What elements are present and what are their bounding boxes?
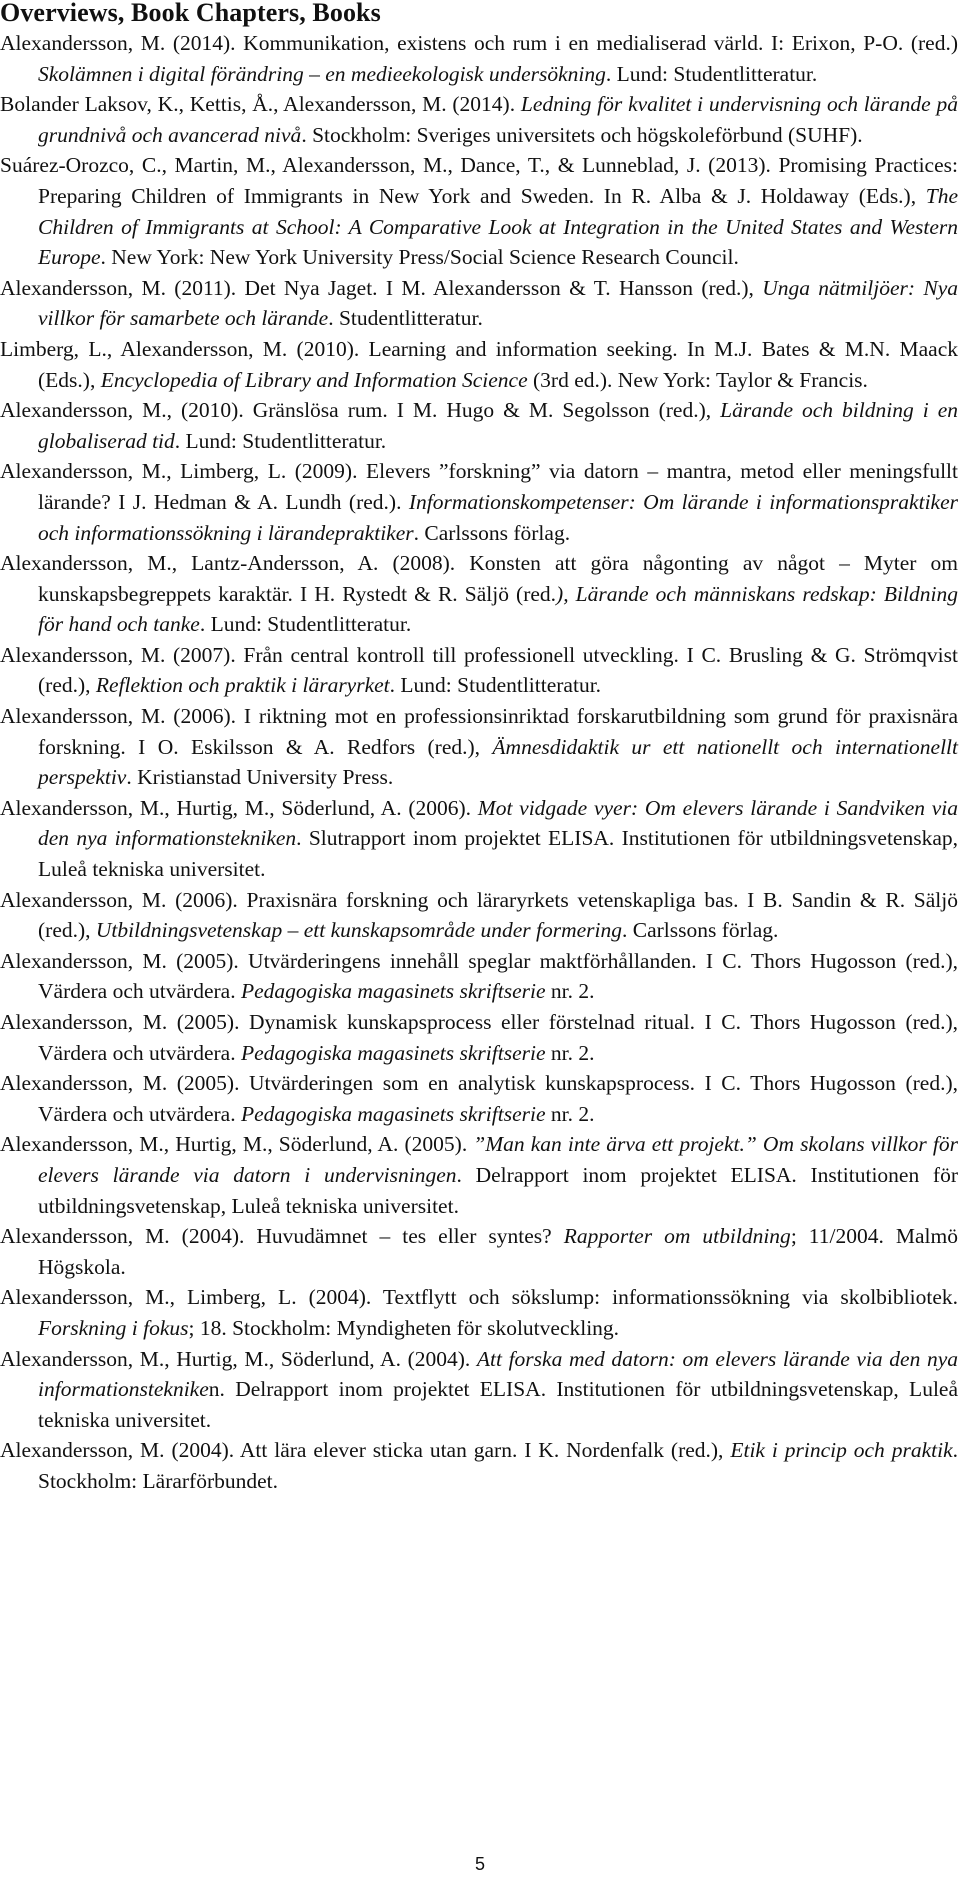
reference-text: nr. 2. [545,1101,595,1126]
reference-text: n. Delrapport inom projektet ELISA. Institutionen för utbildningsvetenskap, Luleå tekniska universitet. [38,1377,958,1432]
reference-text: . New York: New York University Press/Social Science Research Council. [100,245,739,270]
reference-text: . Lund: Studentlitteratur. [174,428,387,453]
reference-text: . Stockholm: Sveriges universitets och högskoleförbund (SUHF). [301,122,863,147]
reference-entry [0,456,958,548]
reference-text: ; 18. Stockholm: Myndigheten för skolutveckling. [188,1315,620,1340]
reference-entry [0,793,958,885]
reference-title: Forskning i fokus [38,1315,189,1340]
reference-text: Alexandersson, M., Hurtig, M., Söderlund, A. (2006). [0,795,478,820]
page-number: 5 [474,1854,485,1874]
reference-text: . Delrapport inom projektet ELISA. Institutionen för utbildningsvetenskap, Luleå tekniska universitet. [38,1162,959,1218]
reference-title: Ledning för kvalitet i undervisning och lärande på grundnivå och avancerad nivå [38,92,958,147]
reference-title: Reflektion och praktik i läraryrket [95,673,390,698]
reference-text: Alexandersson, M., Hurtig, M., Söderlund, A. (2004). [0,1346,477,1371]
reference-entry [0,548,958,640]
reference-title: Skolämnen i digital förändring – en medieekologisk undersökning [38,61,606,86]
reference-text: Alexandersson, M., Limberg, L. (2004). Textflytt och sökslump: informationssökning via skolbibliotek. [0,1285,958,1310]
reference-entry [0,89,958,150]
reference-title: The Children of Immigrants at School: A Comparative Look at Integration in the United States and Western Europe [38,183,958,270]
reference-text: . Carlssons förlag. [621,918,779,943]
reference-title: Etik i princip och praktik [730,1438,953,1463]
reference-title: Pedagogiska magasinets skriftserie [240,1101,546,1126]
reference-entry [0,1007,958,1068]
reference-entry [0,640,958,701]
reference-text: Suárez-Orozco, C., Martin, M., Alexandersson, M., Dance, T., & Lunneblad, J. (2013). Promising Practices: Preparing Children of Immigrants in New York and Sweden. In R. Alba & J. Holdaway (Eds.), [0,153,958,208]
reference-title: Pedagogiska magasinets skriftserie [240,1040,546,1065]
reference-text: . Slutrapport inom projektet ELISA. Institutionen för utbildningsvetenskap, Luleå tekniska universitet. [38,826,958,882]
reference-entry [0,946,958,1007]
reference-list [0,28,958,1497]
reference-text: . Carlssons förlag. [413,520,571,545]
reference-entry [0,1221,958,1282]
reference-title: ”Man kan inte ärva ett projekt.” Om skolans villkor för elevers lärande via datorn i undervisningen [38,1132,958,1187]
section-heading: Overviews, Book Chapters, Books [0,0,381,27]
reference-title: Lärande och bildning i en globaliserad tid [38,398,958,453]
reference-entry [0,1068,958,1129]
reference-text: nr. 2. [545,1040,595,1065]
reference-text: Alexandersson, M. (2005). Dynamisk kunskapsprocess eller förstelnad ritual. I C. Thors Hugosson (red.), Värdera och utvärdera. [0,1010,958,1065]
reference-text: Alexandersson, M. (2004). Att lära elever sticka utan garn. I K. Nordenfalk (red.), [0,1438,731,1463]
reference-text: (3rd ed.). New York: Taylor & Francis. [527,367,868,392]
reference-entry [0,273,958,334]
reference-text: Alexandersson, M., (2010). Gränslösa rum. I M. Hugo & M. Segolsson (red.), [0,398,721,423]
reference-text: . Lund: Studentlitteratur. [199,612,412,637]
reference-text: Alexandersson, M. (2004). Huvudämnet – tes eller syntes? [0,1224,564,1249]
reference-title: Mot vidgade vyer: Om elevers lärande i Sandviken via den nya informationstekniken [38,795,958,851]
reference-text: ; 11/2004. Malmö Högskola. [38,1224,958,1279]
reference-text: Alexandersson, M. (2014). Kommunikation, existens och rum i en medialiserad värld. I: Erixon, P-O. (red.) [0,31,958,55]
reference-text: . Lund: Studentlitteratur. [389,673,602,698]
reference-entry [0,701,958,793]
reference-entry [0,1344,958,1436]
reference-text: . Stockholm: Lärarförbundet. [38,1438,958,1493]
reference-title: ), Lärande och människans redskap: Bildning för hand och tanke [38,581,958,637]
reference-text: Alexandersson, M. (2006). Praxisnära forskning och läraryrkets vetenskapliga bas. I B. Sandin & R. Säljö (red.), [0,887,958,943]
reference-title: Unga nätmiljöer: Nya villkor för samarbete och lärande [38,275,958,331]
reference-text: Alexandersson, M., Lantz-Andersson, A. (2008). Konsten att göra någonting av något – Myter om kunskapsbegreppets karaktär. I H. Rystedt & R. Säljö (red. [0,551,958,606]
reference-text: Alexandersson, M. (2005). Utvärderingen som en analytisk kunskapsprocess. I C. Thors Hugosson (red.), Värdera och utvärdera. [0,1071,958,1126]
reference-text: Alexandersson, M. (2005). Utvärderingens innehåll speglar maktförhållanden. I C. Thors Hugosson (red.), Värdera och utvärdera. [0,948,958,1004]
reference-entry [0,28,958,89]
reference-text: Alexandersson, M., Hurtig, M., Söderlund, A. (2005). [0,1132,474,1157]
reference-text: Bolander Laksov, K., Kettis, Å., Alexandersson, M. (2014). [0,92,521,117]
reference-entry [0,1129,958,1221]
reference-title: Encyclopedia of Library and Information Science [100,367,528,392]
reference-text: nr. 2. [545,979,595,1004]
reference-text: Alexandersson, M., Limberg, L. (2009). Elevers ”forskning” via datorn – mantra, metod eller meningsfullt lärande? I J. Hedman & A. Lundh (red.). [0,459,958,514]
reference-entry [0,1435,958,1496]
reference-title: Utbildningsvetenskap – ett kunskapsområde under formering [95,918,622,943]
reference-title: Pedagogiska magasinets skriftserie [240,979,546,1004]
reference-entry [0,334,958,395]
reference-entry [0,1282,958,1343]
reference-title: Informationskompetenser: Om lärande i informationspraktiker och informationssökning i lärandepraktiker [38,489,958,545]
reference-text: . Kristianstad University Press. [126,765,394,790]
reference-text: Alexandersson, M. (2006). I riktning mot en professionsinriktad forskarutbildning som grund för praxisnära forskning. I O. Eskilsson & A. Redfors (red.), [0,704,958,759]
reference-text: . Lund: Studentlitteratur. [605,61,818,86]
reference-entry [0,395,958,456]
reference-title: Att forska med datorn: om elevers lärande via den nya informationsteknike [38,1346,958,1402]
reference-text: Alexandersson, M. (2011). Det Nya Jaget. I M. Alexandersson & T. Hansson (red.), [0,275,763,300]
reference-entry [0,885,958,946]
reference-text: Limberg, L., Alexandersson, M. (2010). Learning and information seeking. In M.J. Bates & M.N. Maack (Eds.), [0,336,958,392]
reference-text: Alexandersson, M. (2007). Från central kontroll till professionell utveckling. I C. Brusling & G. Strömqvist (red.), [0,642,958,698]
reference-entry [0,150,958,272]
reference-title: Ämnesdidaktik ur ett nationellt och internationellt perspektiv [38,734,958,790]
reference-title: Rapporter om utbildning [563,1224,791,1249]
reference-text: . Studentlitteratur. [328,306,483,331]
